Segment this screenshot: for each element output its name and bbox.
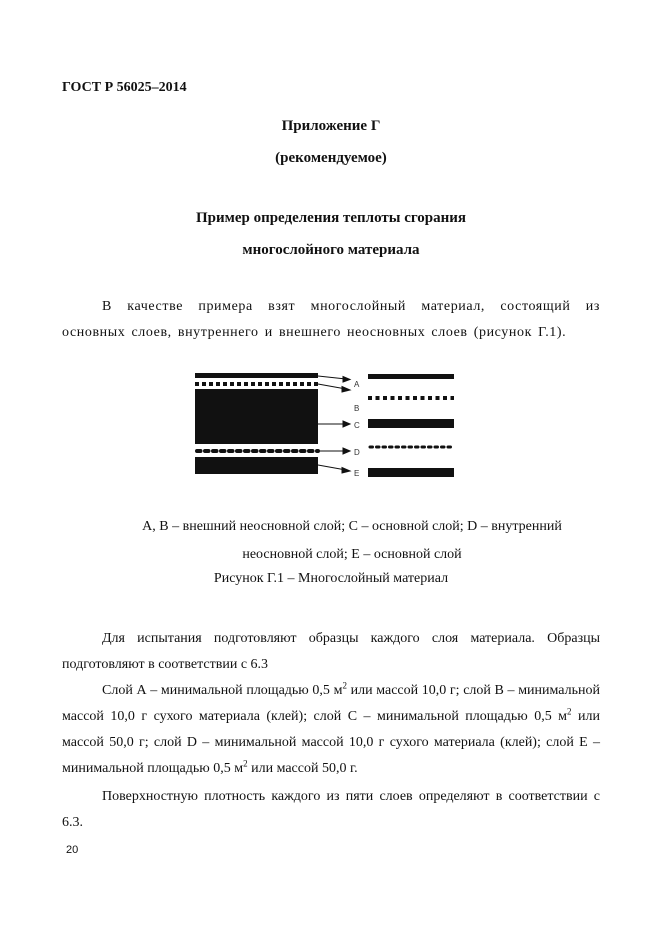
document-header: ГОСТ Р 56025–2014 [62,80,187,95]
p3-sup3: 2 [243,758,248,769]
appendix-heading-line1: Пример определения теплоты сгорания [195,210,467,226]
left-layer-e [195,457,318,474]
p3-sup2: 2 [567,706,572,717]
appendix-heading-line2: многослойного материала [242,242,420,258]
label-b: B [354,404,360,413]
paragraph-2: Для испытания подготовляют образцы каждого слоя материала. Образцы подготовляют в соответствии с 6.3 [62,631,600,672]
label-e: E [354,469,360,478]
figure-legend-line2: неосновной слой; E – основной слой [242,547,462,562]
right-layer-a [368,374,454,379]
p3-part1: Слой А – минимальной площадью 0,5 м [102,683,343,698]
figure-caption: Рисунок Г.1 – Многослойный материал [213,571,449,586]
label-d: D [354,448,360,457]
left-layer-a [195,373,318,378]
p3-part3: или массой 50,0 г; слой D – минимальной массой 10,0 г сухого материала (клей); слой E – минимальной площадью 0,5 м [62,709,600,776]
right-layer-e [368,468,454,477]
figure-legend [102,513,602,569]
appendix-status: (рекомендуемое) [275,150,387,166]
appendix-title: Приложение Г [281,118,381,134]
paragraph-3 [62,678,600,782]
intro-paragraph: В качестве примера взят многослойный материал, состоящий из основных слоев, внутреннего и внешнего неосновных слоев (рисунок Г.1). [62,299,600,340]
p3-part2: или массой 10,0 г; слой В – минимальной массой 10,0 г сухого материала (клей); слой С – минимальной площадью 0,5 м [62,683,600,724]
label-c: C [354,421,360,430]
paragraph-4: Поверхностную плотность каждого из пяти слоев определяют в соответствии с 6.3. [62,789,600,830]
label-a: A [354,380,360,389]
page-number: 20 [66,844,79,856]
multilayer-material-figure [190,367,460,487]
right-layer-c [368,419,454,428]
p3-part4: или массой 50,0 г. [247,761,358,776]
figure-legend-line1: A, B – внешний неосновной слой; С – основной слой; D – внутренний [142,519,562,534]
p3-sup1: 2 [342,680,347,691]
left-layer-c [195,389,318,444]
arrows [318,376,350,473]
